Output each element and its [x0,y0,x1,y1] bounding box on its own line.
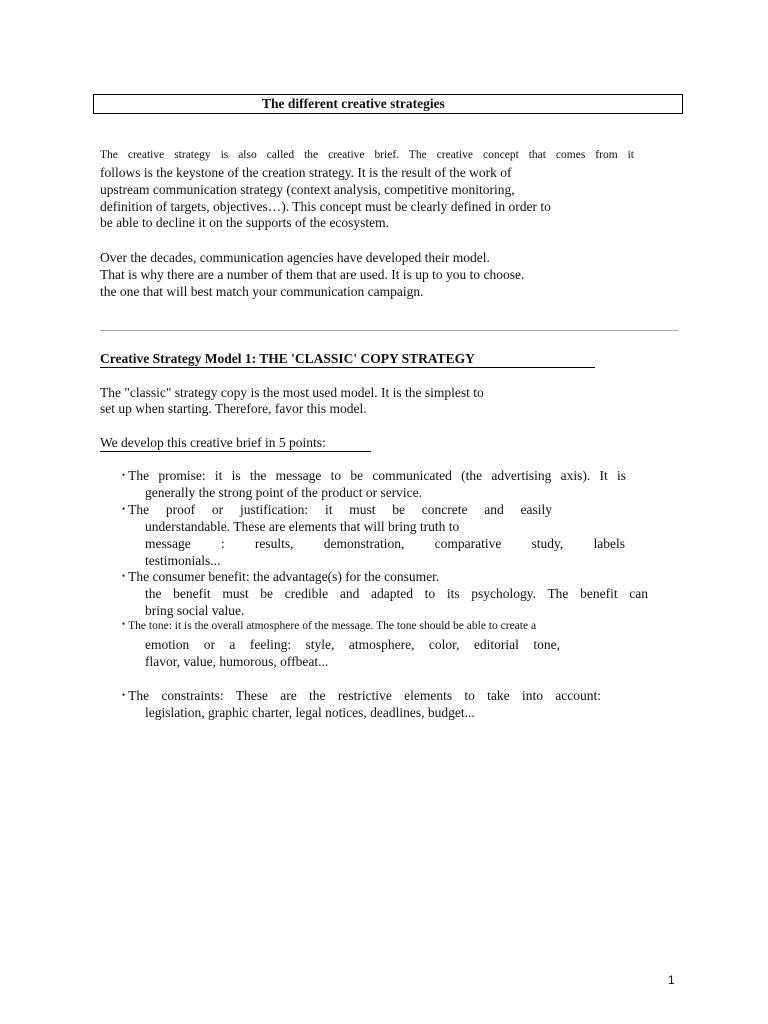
bullet-icon: • [122,690,126,700]
point-benefit-cont-1: the benefit must be credible and adapted to its psychology. The benefit can [145,586,648,601]
point-benefit-first: • The consumer benefit: the advantage(s) for the consumer. [122,569,440,584]
point-proof-first: • The proof or justification: it must be concrete and easily [122,502,552,517]
decades-line-2: That is why there are a number of them that are used. It is up to you to choose. [100,267,525,282]
page-title: The different creative strategies [262,96,445,111]
page-number: 1 [668,973,675,987]
intro-line-1: The creative strategy is also called the creative brief. The creative concept that comes from it [100,149,634,161]
develop-line: We develop this creative brief in 5 points: [100,435,326,450]
point-tone-cont-2: flavor, value, humorous, offbeat... [145,654,329,669]
point-proof-cont-1: understandable. These are elements that will bring truth to [145,519,460,534]
bullet-icon: • [122,504,126,514]
classic-line-1: The "classic" strategy copy is the most used model. It is the simplest to [100,385,484,400]
decades-line-1: Over the decades, communication agencies have developed their model. [100,250,490,265]
bullet-icon: • [122,470,126,480]
model-heading: Creative Strategy Model 1: THE 'CLASSIC' COPY STRATEGY [100,351,475,366]
point-benefit-cont-2: bring social value. [145,603,245,618]
intro-line-5: be able to decline it on the supports of the ecosystem. [100,215,390,230]
point-constraints-first: • The constraints: These are the restrictive elements to take into account: [122,688,601,703]
point-tone-cont-1: emotion or a feeling: style, atmosphere, color, editorial tone, [145,637,560,652]
point-proof-cont-2: message : results, demonstration, comparative study, labels [145,536,625,551]
section-divider [100,330,678,331]
bullet-icon: • [122,571,126,581]
develop-underline [100,451,371,452]
point-promise-cont-1: generally the strong point of the product or service. [145,485,423,500]
bullet-icon: • [122,619,126,629]
point-proof-cont-3: testimonials... [145,553,221,568]
intro-line-3: upstream communication strategy (context analysis, competitive monitoring, [100,182,515,197]
point-promise-first: • The promise: it is the message to be communicated (the advertising axis). It is [122,468,626,483]
decades-line-3: the one that will best match your communication campaign. [100,284,424,299]
intro-line-2: follows is the keystone of the creation strategy. It is the result of the work of [100,165,512,180]
heading-underline [100,367,595,368]
classic-line-2: set up when starting. Therefore, favor this model. [100,401,367,416]
point-tone-first: • The tone: it is the overall atmosphere of the message. The tone should be able to create a [122,619,537,632]
point-constraints-cont-1: legislation, graphic charter, legal notices, deadlines, budget... [145,705,475,720]
intro-line-4: definition of targets, objectives…). This concept must be clearly defined in order to [100,199,551,214]
